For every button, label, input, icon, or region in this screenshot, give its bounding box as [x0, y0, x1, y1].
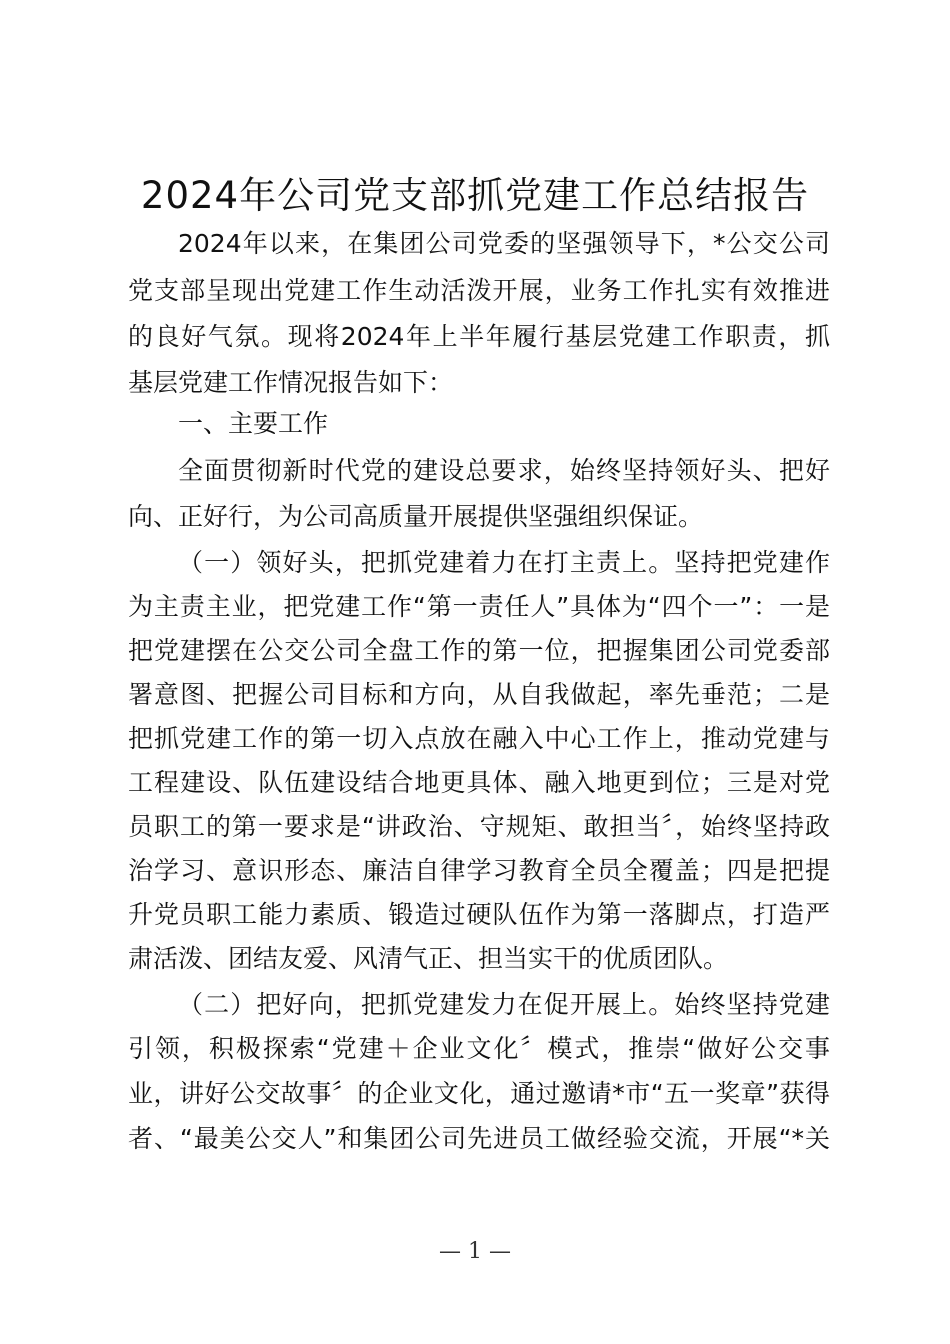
paragraph-line: 者、“最美公交人”和集团公司先进员工做经验交流，开展“*关	[128, 1124, 830, 1153]
paragraph-line: 全面贯彻新时代党的建设总要求，始终坚持领好头、把好	[178, 456, 830, 485]
paragraph-line: 署意图、把握公司目标和方向，从自我做起，率先垂范；二是	[128, 680, 830, 709]
document-title: 2024年公司党支部抓党建工作总结报告	[140, 174, 810, 217]
paragraph-line: 的良好气氛。现将2024年上半年履行基层党建工作职责，抓	[128, 322, 830, 351]
paragraph-line: 向、正好行，为公司高质量开展提供坚强组织保证。	[128, 502, 704, 531]
paragraph-line: 员职工的第一要求是“讲政治、守规矩、敢担当〞，始终坚持政	[128, 812, 830, 841]
paragraph-line: 2024年以来，在集团公司党委的坚强领导下，*公交公司	[178, 229, 830, 258]
paragraph-line: 基层党建工作情况报告如下：	[128, 368, 454, 397]
paragraph-line: 把抓党建工作的第一切入点放在融入中心工作上，推动党建与	[128, 724, 830, 753]
page-number: — 1 —	[439, 1239, 511, 1264]
paragraph-line: 为主责主业，把党建工作“第一责任人”具体为“四个一”：一是	[128, 592, 830, 621]
section-heading: 一、主要工作	[178, 409, 329, 438]
paragraph-line: 引领，积极探索“党建＋企业文化〞模式，推崇“做好公交事	[128, 1034, 830, 1063]
paragraph-line: 升党员职工能力素质、锻造过硬队伍作为第一落脚点，打造严	[128, 900, 830, 929]
paragraph-line: 肃活泼、团结友爱、风清气正、担当实干的优质团队。	[128, 944, 729, 973]
paragraph-line: 治学习、意识形态、廉洁自律学习教育全员全覆盖；四是把提	[128, 856, 830, 885]
paragraph-line: 工程建设、队伍建设结合地更具体、融入地更到位；三是对党	[128, 768, 830, 797]
paragraph-line: 业，讲好公交故事〞的企业文化，通过邀请*市“五一奖章”获得	[128, 1079, 830, 1108]
paragraph-line: （二）把好向，把抓党建发力在促开展上。始终坚持党建	[178, 990, 830, 1019]
paragraph-line: 把党建摆在公交公司全盘工作的第一位，把握集团公司党委部	[128, 636, 830, 665]
paragraph-line: （一）领好头，把抓党建着力在打主责上。坚持把党建作	[178, 548, 830, 577]
paragraph-line: 党支部呈现出党建工作生动活泼开展，业务工作扎实有效推进	[128, 276, 830, 305]
